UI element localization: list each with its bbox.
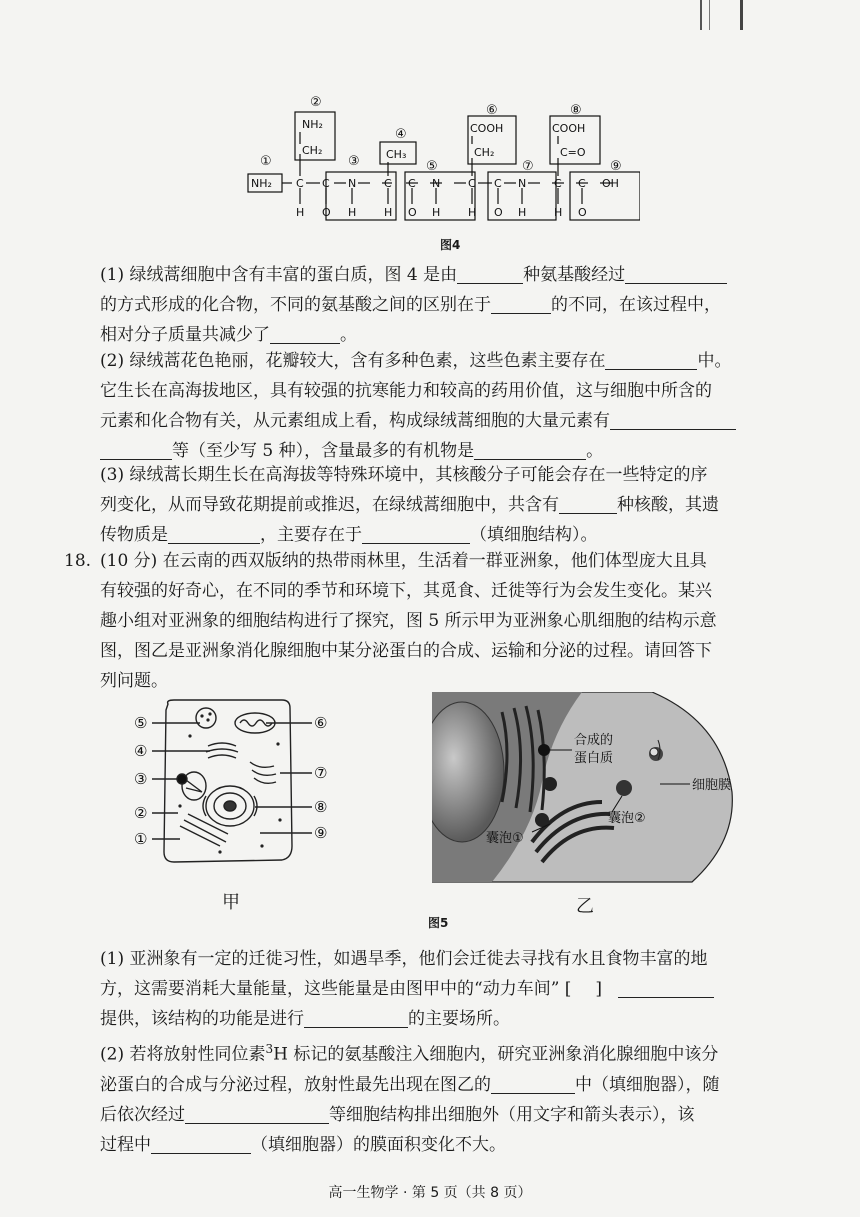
label-3: ③ <box>348 154 360 169</box>
atom-c: C <box>384 177 392 190</box>
c-eq-o: C=O <box>560 146 586 159</box>
label-2: ② <box>134 804 148 822</box>
atom-o: O <box>408 206 417 219</box>
q17-part3: (3) 绿绒蒿长期生长在高海拔等特殊环境中，其核酸分子可能会存在一些特定的序 列变化，从而导致花期提前或推迟，在绿绒蒿细胞中，共含有 种核酸，其遗 传物质是 ，主要存在于 （填细胞结构）。 <box>100 465 719 545</box>
figure-4-caption: 图4 <box>440 238 461 252</box>
atom-h: H <box>554 206 563 219</box>
label-8: ⑧ <box>570 103 582 118</box>
figure-5-yi-label: 乙 <box>576 896 594 917</box>
atom-c: C <box>554 177 562 190</box>
atom-c: C <box>322 177 330 190</box>
atom-h: H <box>432 206 441 219</box>
label-4: ④ <box>134 742 148 760</box>
q18-stem: (10 分) 在云南的西双版纳的热带雨林里，生活着一群亚洲象，他们体型庞大且具 有较强的好奇心，在不同的季节和环境下，其觅食、迁徙等行为会发生变化。某兴 趣小组对亚洲象的细胞结构进行了探究，图 5 所示甲为亚洲象心肌细胞的结构示意 图，图乙是亚洲象消化腺细胞中某分泌蛋白的合成、运输和分泌的过程。请回答下 列问题。 <box>100 551 717 691</box>
nh2-start: NH₂ <box>251 177 272 190</box>
atom-h: H <box>296 206 305 219</box>
atom-c: C <box>408 177 416 190</box>
scan-mark <box>740 0 743 30</box>
atom-o: O <box>578 206 587 219</box>
answer-blank[interactable] <box>185 1103 329 1124</box>
answer-blank[interactable] <box>100 439 172 460</box>
label-2: ② <box>310 95 322 110</box>
label-4: ④ <box>395 127 407 142</box>
label-5: ⑤ <box>134 714 148 732</box>
answer-blank[interactable] <box>491 1073 575 1094</box>
synth-protein-label-line1: 合成的 <box>574 733 614 748</box>
atom-c: C <box>468 177 476 190</box>
vesicle-1-label: 囊泡① <box>486 831 524 846</box>
q18-part1: (1) 亚洲象有一定的迁徙习性，如遇旱季，他们会迁徙去寻找有水且食物丰富的地 方，这需要消耗大量能量，这些能量是由图甲中的“动力车间” [ ] 提供，该结构的功能是进行 的主要场所。 <box>100 944 830 1034</box>
synth-protein-label-line2: 蛋白质 <box>574 751 614 766</box>
q18-part2: (2) 若将放射性同位素$^3$H 标记的氨基酸注入细胞内，研究亚洲象消化腺细胞中该分 泌蛋白的合成与分泌过程，放射性最先出现在图乙的 中（填细胞器），随 后依次经过 等细胞结构排出细胞外（用文字和箭头表示），该 过程中 （填细胞器）的膜面积变化不大。 <box>100 1042 720 1155</box>
membrane-label: 细胞膜 <box>692 778 732 793</box>
atom-n: N <box>432 177 441 190</box>
atom-n: N <box>348 177 357 190</box>
q17-part1: (1) 绿绒蒿细胞中含有丰富的蛋白质，图 4 是由 种氨基酸经过 的方式形成的化合物，不同的氨基酸之间的区别在于 的不同，在该过程中， 相对分子质量共减少了 。 <box>100 260 820 350</box>
answer-blank[interactable] <box>610 409 736 430</box>
label-1: ① <box>260 154 272 169</box>
label-9: ⑨ <box>314 824 328 842</box>
label-7: ⑦ <box>314 764 328 782</box>
scan-mark <box>700 0 702 30</box>
atom-c: C <box>578 177 586 190</box>
answer-blank[interactable] <box>605 349 697 370</box>
atom-n: N <box>518 177 527 190</box>
atom-o: O <box>322 206 331 219</box>
q17-part2: (2) 绿绒蒿花色艳丽，花瓣较大，含有多种色素，这些色素主要存在 中。 它生长在高海拔地区，具有较强的抗寒能力和较高的药用价值，这与细胞中所含的 元素和化合物有关，从元素组成上看，构成绿绒蒿细胞的大量元素有 等（至少写 5 种），含量最多的有机物是 。 <box>100 346 820 466</box>
q18-number: 18. <box>64 551 92 571</box>
cooh-a: COOH <box>470 122 504 135</box>
answer-blank[interactable] <box>618 977 714 998</box>
answer-blank[interactable] <box>270 323 340 344</box>
label-9: ⑨ <box>610 159 622 174</box>
scan-mark <box>709 0 710 30</box>
answer-blank[interactable] <box>362 523 470 544</box>
figure-5-jia-label: 甲 <box>222 892 240 913</box>
label-7: ⑦ <box>522 159 534 174</box>
atom-o: O <box>494 206 503 219</box>
cooh-b: COOH <box>552 122 586 135</box>
atom-h: H <box>468 206 477 219</box>
atom-oh: OH <box>602 177 619 190</box>
figure-5-jia-cell-diagram <box>130 696 350 896</box>
label-1: ① <box>134 830 148 848</box>
atom-h: H <box>384 206 393 219</box>
vesicle-2-label: 囊泡② <box>608 811 646 826</box>
label-6: ⑥ <box>314 714 328 732</box>
page-footer: 高一生物学 · 第 5 页（共 8 页） <box>328 1185 532 1201</box>
figure-5-yi-secretion-diagram <box>432 692 772 892</box>
nh2-side: NH₂ <box>302 118 323 131</box>
atom-c: C <box>494 177 502 190</box>
figure-4-peptide-diagram <box>240 92 640 232</box>
figure-5-caption: 图5 <box>428 916 449 930</box>
answer-blank[interactable] <box>151 1133 251 1154</box>
answer-blank[interactable] <box>491 293 551 314</box>
answer-blank[interactable] <box>474 439 586 460</box>
answer-blank[interactable] <box>168 523 260 544</box>
atom-c: C <box>296 177 304 190</box>
ch3: CH₃ <box>386 148 407 161</box>
answer-blank[interactable] <box>559 493 617 514</box>
label-5: ⑤ <box>426 159 438 174</box>
ch2-a: CH₂ <box>302 144 323 157</box>
label-8: ⑧ <box>314 798 328 816</box>
ch2-b: CH₂ <box>474 146 495 159</box>
label-3: ③ <box>134 770 148 788</box>
answer-blank[interactable] <box>457 263 523 284</box>
atom-h: H <box>348 206 357 219</box>
label-6: ⑥ <box>486 103 498 118</box>
atom-h: H <box>518 206 527 219</box>
answer-blank[interactable] <box>625 263 727 284</box>
answer-blank[interactable] <box>304 1007 408 1028</box>
